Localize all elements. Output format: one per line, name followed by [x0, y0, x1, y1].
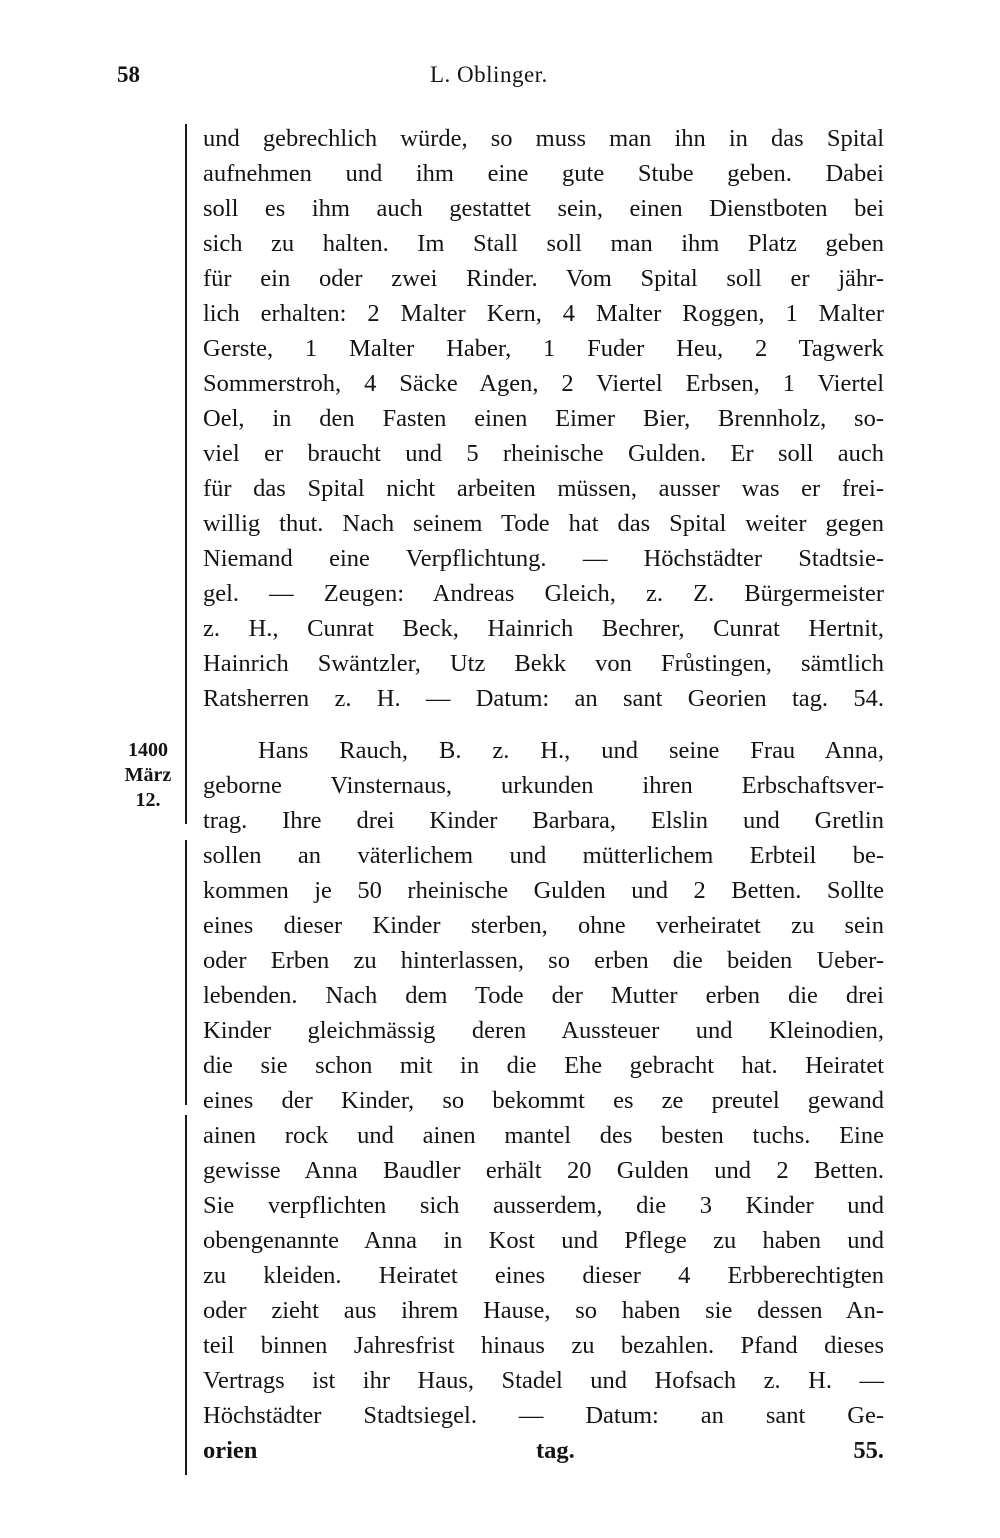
text-line: soll es ihm auch gestattet sein, einen Dienstboten bei [203, 195, 884, 222]
text-line: Höchstädter Stadtsiegel. — Datum: an sant Ge- [203, 1402, 884, 1429]
text-line: Sommerstroh, 4 Säcke Agen, 2 Viertel Erbsen, 1 Viertel [203, 370, 884, 397]
margin-rule [185, 840, 187, 1105]
text-line: lebenden. Nach dem Tode der Mutter erben die drei [203, 982, 884, 1009]
entry-date [116, 738, 180, 813]
text-line: sich zu halten. Im Stall soll man ihm Platz geben [203, 230, 884, 257]
text-line: und gebrechlich würde, so muss man ihn in das Spital [203, 125, 884, 152]
text-line: sollen an väterlichem und mütterlichem Erbteil be- [203, 842, 884, 869]
text-line: orien tag. 55. [203, 1437, 884, 1464]
running-head: L. Oblinger. [430, 62, 548, 87]
text-line: geborne Vinsternaus, urkunden ihren Erbschaftsver- [203, 772, 884, 799]
entry-date-month: März [124, 764, 172, 786]
text-line: Oel, in den Fasten einen Eimer Bier, Brennholz, so- [203, 405, 884, 432]
margin-rule [185, 1115, 187, 1475]
margin-rule [185, 124, 187, 824]
text-line: Gerste, 1 Malter Haber, 1 Fuder Heu, 2 Tagwerk [203, 335, 884, 362]
page-number: 58 [117, 62, 140, 87]
text-line: Vertrags ist ihr Haus, Stadel und Hofsach z. H. — [203, 1367, 884, 1394]
text-line: willig thut. Nach seinem Tode hat das Spital weiter gegen [203, 510, 884, 537]
text-line: z. H., Cunrat Beck, Hainrich Bechrer, Cunrat Hertnit, [203, 615, 884, 642]
text-line: die sie schon mit in die Ehe gebracht hat. Heiratet [203, 1052, 884, 1079]
text-line: gel. — Zeugen: Andreas Gleich, z. Z. Bürgermeister [203, 580, 884, 607]
text-line: Hainrich Swäntzler, Utz Bekk von Frůstingen, sämtlich [203, 650, 884, 677]
text-line: lich erhalten: 2 Malter Kern, 4 Malter Roggen, 1 Malter [203, 300, 884, 327]
text-line: oder Erben zu hinterlassen, so erben die beiden Ueber- [203, 947, 884, 974]
text-line: Sie verpflichten sich ausserdem, die 3 Kinder und [203, 1192, 884, 1219]
text-line: zu kleiden. Heiratet eines dieser 4 Erbberechtigten [203, 1262, 884, 1289]
text-line: viel er braucht und 5 rheinische Gulden. Er soll auch [203, 440, 884, 467]
text-line: teil binnen Jahresfrist hinaus zu bezahlen. Pfand dieses [203, 1332, 884, 1359]
entry-date-day: 12. [135, 789, 161, 811]
text-line: für das Spital nicht arbeiten müssen, ausser was er frei- [203, 475, 884, 502]
text-line: Niemand eine Verpflichtung. — Höchstädter Stadtsie- [203, 545, 884, 572]
text-line: gewisse Anna Baudler erhält 20 Gulden und 2 Betten. [203, 1157, 884, 1184]
text-line: trag. Ihre drei Kinder Barbara, Elslin und Gretlin [203, 807, 884, 834]
text-line: für ein oder zwei Rinder. Vom Spital soll er jähr- [203, 265, 884, 292]
text-line: Kinder gleichmässig deren Aussteuer und Kleinodien, [203, 1017, 884, 1044]
text-line: Hans Rauch, B. z. H., und seine Frau Anna, [258, 737, 884, 764]
text-line: oder zieht aus ihrem Hause, so haben sie dessen An- [203, 1297, 884, 1324]
text-line: eines dieser Kinder sterben, ohne verheiratet zu sein [203, 912, 884, 939]
text-line: obengenannte Anna in Kost und Pflege zu haben und [203, 1227, 884, 1254]
text-line: aufnehmen und ihm eine gute Stube geben. Dabei [203, 160, 884, 187]
text-line: Ratsherren z. H. — Datum: an sant Georien tag. 54. [203, 685, 884, 712]
text-line: kommen je 50 rheinische Gulden und 2 Betten. Sollte [203, 877, 884, 904]
text-line: eines der Kinder, so bekommt es ze preutel gewand [203, 1087, 884, 1114]
text-line: ainen rock und ainen mantel des besten tuchs. Eine [203, 1122, 884, 1149]
entry-date-year: 1400 [128, 739, 168, 761]
